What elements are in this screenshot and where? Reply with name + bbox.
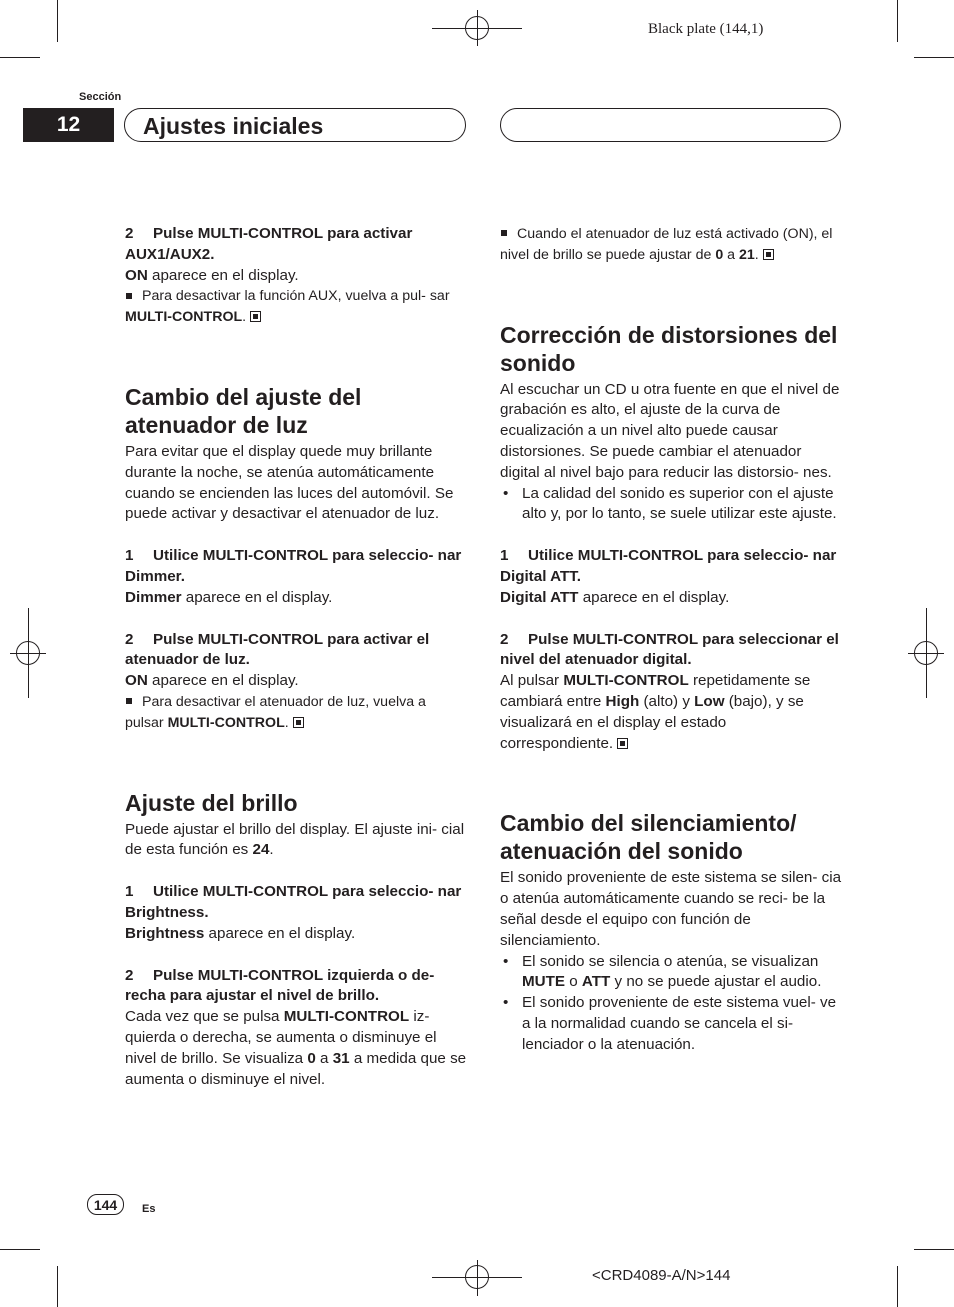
- crop-mark: [57, 1266, 58, 1307]
- body-text: Para evitar que el display quede muy brillante durante la noche, se atenúa automáticamente cuando se encienden las luces del automóvil. Se puede activar y desactivar el atenuador de luz.: [125, 442, 454, 523]
- step-heading: 2 Pulse MULTI-CONTROL para seleccionar el nivel del atenuador digital.: [500, 630, 839, 669]
- page-number: 144: [87, 1194, 124, 1215]
- crop-mark: [57, 0, 58, 42]
- crop-mark: [0, 57, 40, 58]
- document-code: <CRD4089-A/N>144: [592, 1267, 731, 1284]
- step-description: Al pulsar MULTI-CONTROL repetidamente se cambiará entre High (alto) y Low (bajo), y se visualizará en el display el estado correspondiente.: [500, 672, 811, 752]
- bullet-list: [500, 952, 842, 1056]
- note: Cuando el atenuador de luz está activado (ON), el nivel de brillo se puede ajustar de 0 a 21.: [500, 226, 833, 263]
- step-result: Dimmer aparece en el display.: [125, 588, 333, 606]
- step-heading: 1 Utilice MULTI-CONTROL para seleccio- nar Dimmer.: [125, 547, 462, 585]
- note: Para desactivar la función AUX, vuelva a pul- sar MULTI-CONTROL.: [125, 288, 450, 326]
- right-column: [500, 224, 842, 1056]
- crop-mark: [897, 0, 898, 42]
- heading-mute: Cambio del silenciamiento/ atenuación del sonido: [500, 810, 797, 865]
- crop-mark: [914, 1249, 954, 1250]
- heading-dimmer: Cambio del ajuste del atenuador de luz: [125, 383, 362, 438]
- end-mark-icon: [250, 311, 261, 322]
- step-heading: 2 Pulse MULTI-CONTROL izquierda o de- recha para ajustar el nivel de brillo.: [125, 966, 435, 1005]
- crop-mark: [897, 1266, 898, 1307]
- body-text: Puede ajustar el brillo del display. El ajuste ini- cial de esta función es 24.: [125, 820, 465, 859]
- end-mark-icon: [763, 249, 774, 260]
- end-mark-icon: [617, 738, 628, 749]
- body-text: El sonido proveniente de este sistema se silen- cia o atenúa automáticamente cuando se reci- be la señal desde el equipo con función de silenciamiento.: [500, 869, 842, 949]
- step-heading: 1 Utilice MULTI-CONTROL para seleccio- nar Digital ATT.: [500, 547, 837, 585]
- language-label: Es: [142, 1203, 156, 1215]
- body-text: Al escuchar un CD u otra fuente en que el nivel de grabación es alto, el ajuste de la curva de ecualización a un nivel alto puede causar distorsiones. Se puede cambiar el atenuador digital al nivel bajo para reducir las distorsio- nes.: [500, 380, 840, 481]
- heading-brightness: Ajuste del brillo: [125, 789, 298, 816]
- note-square-icon: [126, 293, 132, 299]
- step-description: Cada vez que se pulsa MULTI-CONTROL iz- quierda o derecha, se aumenta o disminuye el nivel de brillo. Se visualiza 0 a 31 a medida que se aumenta o disminuye el nivel.: [125, 1008, 467, 1088]
- bullet-list: [500, 484, 842, 526]
- section-title-empty-box: [500, 108, 841, 142]
- list-item: • El sonido proveniente de este sistema vuel- ve a la normalidad cuando se cancela el si- lenciador o la atenuación.: [500, 993, 842, 1055]
- step-heading: 2 Pulse MULTI-CONTROL para activar el atenuador de luz.: [125, 630, 430, 669]
- note: Para desactivar el atenuador de luz, vuelva a pulsar MULTI-CONTROL.: [125, 693, 426, 731]
- note-square-icon: [126, 698, 132, 704]
- list-item: • La calidad del sonido es superior con el ajuste alto y, por lo tanto, se suele utilizar este ajuste.: [500, 484, 842, 526]
- crop-mark: [0, 1249, 40, 1250]
- section-label: Sección: [79, 91, 122, 103]
- section-number: 12: [23, 108, 114, 142]
- step-result: ON aparece en el display.: [125, 672, 299, 690]
- step-result: Digital ATT aparece en el display.: [500, 588, 730, 606]
- heading-correction: Corrección de distorsiones del sonido: [500, 321, 838, 376]
- step-heading: 2 Pulse MULTI-CONTROL para activar AUX1/AUX2.: [125, 225, 413, 263]
- left-column: [125, 224, 467, 1090]
- section-title: Ajustes iniciales: [124, 108, 466, 142]
- step-result: ON aparece en el display.: [125, 266, 299, 284]
- list-item: • El sonido se silencia o atenúa, se visualizan MUTE o ATT y no se puede ajustar el audio.: [500, 952, 842, 994]
- note-square-icon: [501, 230, 507, 236]
- step-heading: 1 Utilice MULTI-CONTROL para seleccio- nar Brightness.: [125, 883, 462, 921]
- plate-label: Black plate (144,1): [648, 21, 764, 37]
- step-result: Brightness aparece en el display.: [125, 924, 356, 942]
- crop-mark: [914, 57, 954, 58]
- end-mark-icon: [293, 717, 304, 728]
